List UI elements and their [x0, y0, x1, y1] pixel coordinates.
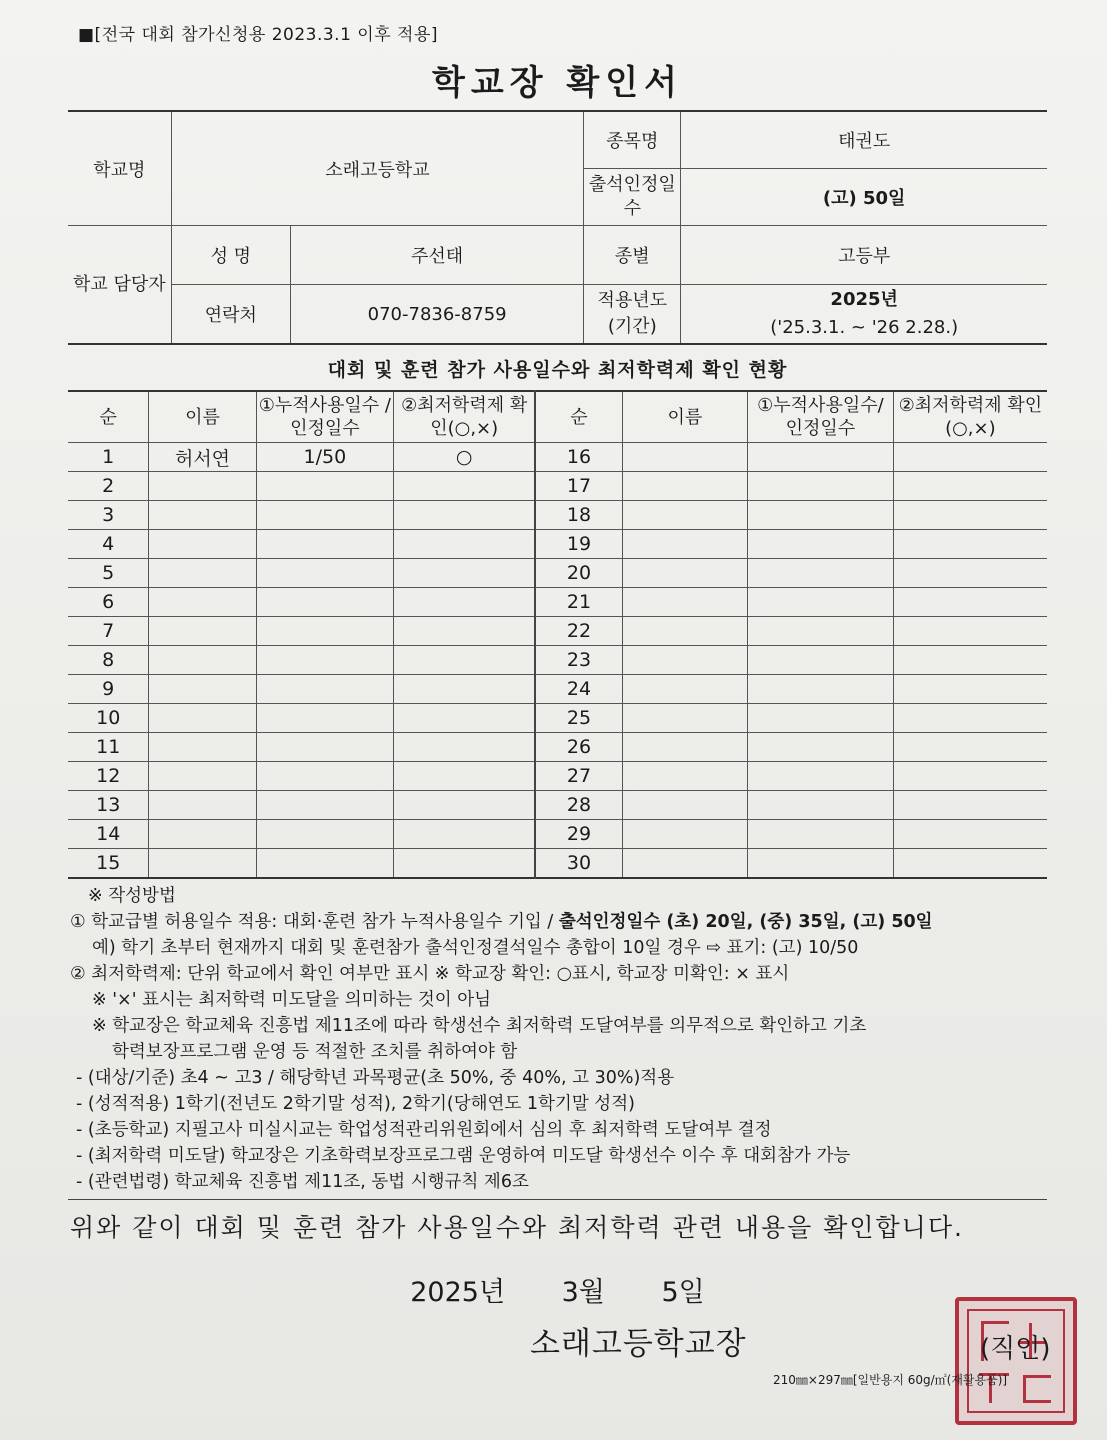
row-name-2 [622, 617, 747, 646]
row-days-2 [748, 791, 894, 820]
row-days-2 [748, 443, 894, 472]
table-row [68, 443, 1047, 472]
row-check-2 [893, 646, 1047, 675]
row-no-2: 30 [535, 849, 622, 879]
header-check-2: ②최저학력제 확인(○,×) [893, 391, 1047, 443]
header-no-2: 순 [535, 391, 622, 443]
detail-1: - (대상/기준) 초4 ~ 고3 / 해당학년 과목평균(초 50%, 중 40%, 고 30%)적용 [76, 1068, 675, 1088]
row-days [256, 501, 394, 530]
row-days [256, 762, 394, 791]
note-2-b: ※ 학교장은 학교체육 진흥법 제11조에 따라 학생선수 최저학력 도달여부를 의무적으로 확인하고 기초 [92, 1016, 867, 1036]
row-name-2 [622, 501, 747, 530]
row-days [256, 791, 394, 820]
principal-title: 소래고등학교장 [530, 1326, 747, 1362]
paper-spec: 210㎜×297㎜[일반용지 60g/㎡(재활용품)] [773, 1373, 1008, 1387]
row-check [394, 588, 536, 617]
school-name: 소래고등학교 [171, 111, 584, 226]
row-no: 12 [68, 762, 149, 791]
row-no: 15 [68, 849, 149, 879]
row-check-2 [893, 443, 1047, 472]
division-label: 종별 [584, 226, 681, 285]
row-no-2: 17 [535, 472, 622, 501]
header-name-2: 이름 [622, 391, 747, 443]
table-row [68, 675, 1047, 704]
attendance-value: (고) 50일 [681, 169, 1047, 226]
row-days-2 [748, 559, 894, 588]
table-row [68, 820, 1047, 849]
row-no-2: 19 [535, 530, 622, 559]
row-check-2 [893, 733, 1047, 762]
row-check-2 [893, 675, 1047, 704]
row-days-2 [748, 675, 894, 704]
row-name-2 [622, 646, 747, 675]
row-days-2 [748, 733, 894, 762]
row-no-2: 18 [535, 501, 622, 530]
table-row [68, 559, 1047, 588]
row-days [256, 530, 394, 559]
row-check [394, 820, 536, 849]
row-no: 14 [68, 820, 149, 849]
person-name-label: 성 명 [171, 226, 290, 285]
row-check-2 [893, 588, 1047, 617]
row-check-2 [893, 617, 1047, 646]
section-title: 대회 및 훈련 참가 사용일수와 최저학력제 확인 현황 [327, 359, 788, 381]
person-name: 주선태 [290, 226, 583, 285]
row-no-2: 20 [535, 559, 622, 588]
notes-heading: ※ 작성방법 [88, 886, 176, 906]
row-no-2: 23 [535, 646, 622, 675]
row-name: 허서연 [149, 443, 256, 472]
row-name [149, 530, 256, 559]
row-name [149, 472, 256, 501]
row-no: 8 [68, 646, 149, 675]
row-check-2 [893, 791, 1047, 820]
row-check-2 [893, 530, 1047, 559]
row-name-2 [622, 704, 747, 733]
row-name-2 [622, 588, 747, 617]
row-check [394, 675, 536, 704]
contact-person-label: 학교 담당자 [68, 226, 171, 345]
row-days [256, 617, 394, 646]
row-check [394, 791, 536, 820]
row-no-2: 24 [535, 675, 622, 704]
division-value: 고등부 [681, 226, 1047, 285]
row-days [256, 849, 394, 879]
table-row [68, 704, 1047, 733]
divider [68, 1199, 1047, 1200]
row-check [394, 617, 536, 646]
row-check-2 [893, 501, 1047, 530]
row-name [149, 559, 256, 588]
row-no-2: 29 [535, 820, 622, 849]
row-no-2: 26 [535, 733, 622, 762]
header-check: ②최저학력제 확인(○,×) [394, 391, 536, 443]
row-no-2: 16 [535, 443, 622, 472]
row-check-2 [893, 559, 1047, 588]
row-days-2 [748, 501, 894, 530]
row-days [256, 733, 394, 762]
date-year: 2025년 [410, 1277, 506, 1308]
row-name-2 [622, 820, 747, 849]
note-2-b-cont: 학력보장프로그램 운영 등 적절한 조치를 취하여야 함 [112, 1042, 518, 1062]
row-name [149, 501, 256, 530]
row-name [149, 646, 256, 675]
header-days: ①누적사용일수 /인정일수 [256, 391, 394, 443]
table-row [68, 617, 1047, 646]
confirmation-statement: 위와 같이 대회 및 훈련 참가 사용일수와 최저학력 관련 내용을 확인합니다. [70, 1213, 964, 1242]
table-row [68, 472, 1047, 501]
row-check: ○ [394, 443, 536, 472]
row-name [149, 762, 256, 791]
sport-value: 태권도 [681, 111, 1047, 169]
row-name-2 [622, 472, 747, 501]
seal-label: (직인) [980, 1334, 1051, 1364]
row-no-2: 22 [535, 617, 622, 646]
detail-5: - (관련법령) 학교체육 진흥법 제11조, 동법 시행규칙 제6조 [76, 1172, 529, 1192]
note-1-allowed-days: 출석인정일수 (초) 20일, (중) 35일, (고) 50일 [558, 912, 933, 932]
row-name-2 [622, 762, 747, 791]
header-note: ■[전국 대회 참가신청용 2023.3.1 이후 적용] [78, 25, 439, 45]
row-name-2 [622, 530, 747, 559]
row-check [394, 559, 536, 588]
row-no: 11 [68, 733, 149, 762]
row-name [149, 588, 256, 617]
row-days-2 [748, 849, 894, 879]
row-name [149, 791, 256, 820]
period-value: ('25.3.1. ~ '26 2.28.) [770, 317, 959, 338]
year-label: 적용년도 (기간) [584, 285, 681, 345]
header-days-2: ①누적사용일수/ 인정일수 [748, 391, 894, 443]
table-header-row [68, 391, 1047, 443]
header-name: 이름 [149, 391, 256, 443]
row-check [394, 762, 536, 791]
instructions [70, 883, 1047, 1195]
note-2-a: ※ '×' 표시는 최저학력 미도달을 의미하는 것이 아님 [92, 990, 492, 1010]
issue-date [68, 1270, 1047, 1309]
row-days-2 [748, 472, 894, 501]
row-check [394, 472, 536, 501]
attendance-label: 출석인정일수 [584, 169, 681, 226]
row-no: 13 [68, 791, 149, 820]
row-no: 9 [68, 675, 149, 704]
row-no: 1 [68, 443, 149, 472]
row-name [149, 733, 256, 762]
row-days-2 [748, 588, 894, 617]
year-cell [681, 285, 1047, 345]
row-check-2 [893, 820, 1047, 849]
row-name-2 [622, 791, 747, 820]
row-no: 4 [68, 530, 149, 559]
row-check-2 [893, 849, 1047, 879]
table-row [68, 588, 1047, 617]
year-value: 2025년 [830, 289, 898, 310]
row-name-2 [622, 675, 747, 704]
row-name [149, 849, 256, 879]
row-days [256, 704, 394, 733]
row-check-2 [893, 762, 1047, 791]
table-row [68, 733, 1047, 762]
row-name-2 [622, 733, 747, 762]
note-1-text: ① 학교급별 허용일수 적용: 대회·훈련 참가 누적사용일수 기입 / [70, 912, 559, 932]
row-days-2 [748, 530, 894, 559]
phone-value: 070-7836-8759 [290, 285, 583, 345]
info-table [68, 110, 1047, 345]
row-no: 7 [68, 617, 149, 646]
detail-2: - (성적적용) 1학기(전년도 2학기말 성적), 2학기(당해연도 1학기말 성적) [76, 1094, 635, 1114]
row-no: 5 [68, 559, 149, 588]
table-row [68, 530, 1047, 559]
row-days [256, 472, 394, 501]
row-days-2 [748, 646, 894, 675]
row-check [394, 849, 536, 879]
detail-3: - (초등학교) 지필고사 미실시교는 학업성적관리위원회에서 심의 후 최저학력 도달여부 결정 [76, 1120, 772, 1140]
row-name [149, 617, 256, 646]
phone-label: 연락처 [171, 285, 290, 345]
row-days [256, 675, 394, 704]
row-days-2 [748, 820, 894, 849]
row-days [256, 559, 394, 588]
row-check [394, 501, 536, 530]
row-name-2 [622, 443, 747, 472]
row-name-2 [622, 849, 747, 879]
row-name [149, 675, 256, 704]
header-no: 순 [68, 391, 149, 443]
table-body [68, 443, 1047, 879]
table-row [68, 646, 1047, 675]
school-name-label: 학교명 [68, 111, 171, 226]
row-days: 1/50 [256, 443, 394, 472]
row-days [256, 588, 394, 617]
row-check-2 [893, 704, 1047, 733]
table-row [68, 791, 1047, 820]
row-check-2 [893, 472, 1047, 501]
row-check [394, 733, 536, 762]
table-row [68, 762, 1047, 791]
document-title: 학교장 확인서 [432, 63, 683, 103]
row-check [394, 704, 536, 733]
row-no-2: 25 [535, 704, 622, 733]
date-month: 3월 [561, 1277, 605, 1308]
table-row [68, 849, 1047, 879]
row-name [149, 820, 256, 849]
participant-table [68, 390, 1047, 879]
row-check [394, 646, 536, 675]
note-1-example: 예) 학기 초부터 현재까지 대회 및 훈련참가 출석인정결석일수 총합이 10일 경우 ⇨ 표기: (고) 10/50 [92, 938, 859, 958]
row-no-2: 27 [535, 762, 622, 791]
detail-4: - (최저학력 미도달) 학교장은 기초학력보장프로그램 운영하여 미도달 학생선수 이수 후 대회참가 가능 [76, 1146, 851, 1166]
row-no: 2 [68, 472, 149, 501]
row-name-2 [622, 559, 747, 588]
note-1 [70, 909, 1047, 935]
row-no: 10 [68, 704, 149, 733]
row-days [256, 820, 394, 849]
date-day: 5일 [661, 1277, 705, 1308]
row-days-2 [748, 704, 894, 733]
row-no: 3 [68, 501, 149, 530]
note-2: ② 최저학력제: 단위 학교에서 확인 여부만 표시 ※ 학교장 확인: ○표시, 학교장 미확인: × 표시 [70, 964, 790, 984]
row-check [394, 530, 536, 559]
row-days-2 [748, 617, 894, 646]
row-days-2 [748, 762, 894, 791]
row-no: 6 [68, 588, 149, 617]
row-no-2: 21 [535, 588, 622, 617]
sport-label: 종목명 [584, 111, 681, 169]
row-name [149, 704, 256, 733]
row-no-2: 28 [535, 791, 622, 820]
row-days [256, 646, 394, 675]
table-row [68, 501, 1047, 530]
